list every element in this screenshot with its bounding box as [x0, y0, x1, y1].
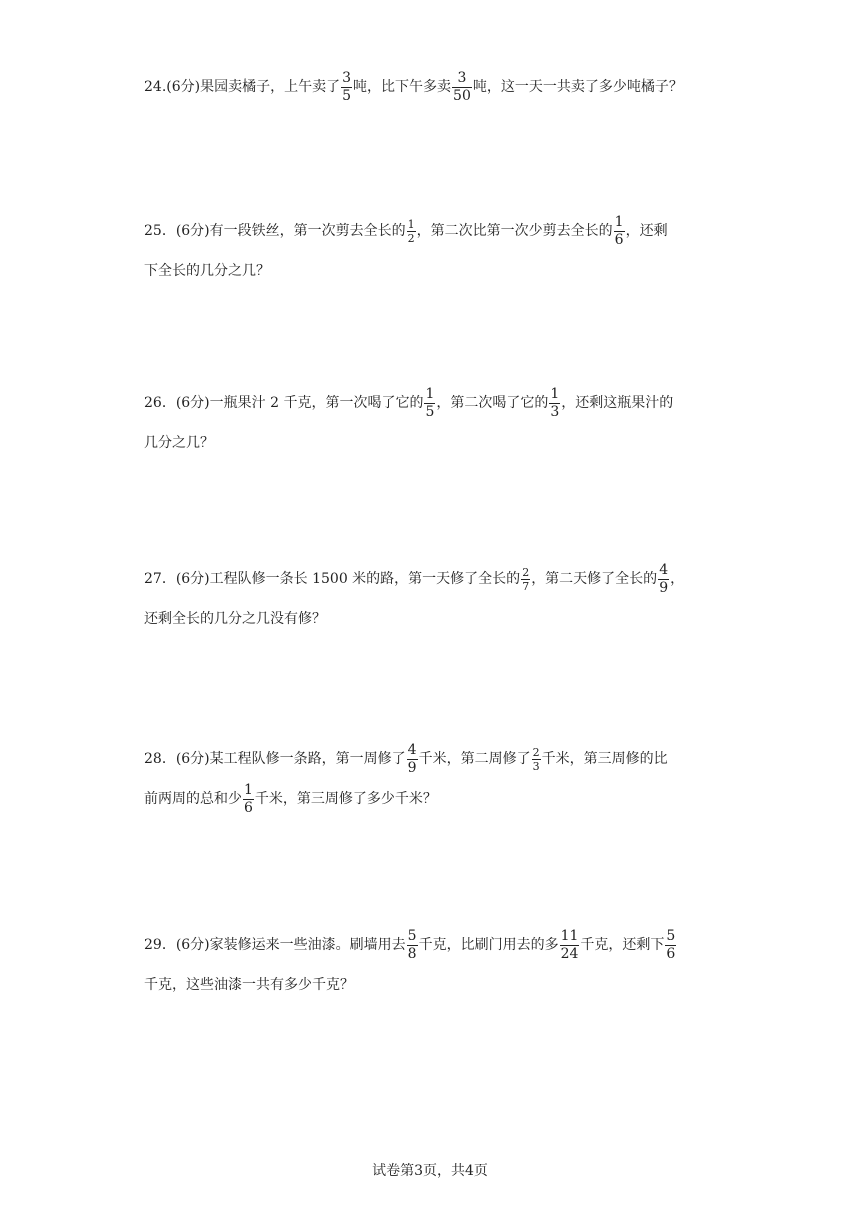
question-text: 前两周的总和少	[144, 791, 242, 807]
fraction-numerator: 1	[425, 385, 435, 402]
question-text: 吨，这一天一共卖了多少吨橘子？	[472, 79, 683, 95]
fraction-numerator: 3	[342, 69, 352, 86]
question-line	[144, 596, 326, 642]
fraction-numerator: 3	[457, 69, 467, 86]
fraction	[243, 782, 254, 817]
fraction-numerator: 11	[560, 927, 579, 944]
fraction	[560, 928, 580, 963]
fraction-numerator: 1	[550, 385, 560, 402]
fraction	[452, 70, 472, 105]
question-line	[144, 380, 673, 426]
fraction-numerator: 2	[522, 565, 530, 579]
question-text: 千克，这些油漆一共有多少千克？	[144, 977, 354, 993]
fraction-numerator: 1	[407, 217, 415, 231]
fraction	[665, 928, 676, 963]
question-text: ，第二天修了全长的	[531, 571, 658, 587]
question-line	[144, 64, 683, 110]
fraction	[407, 742, 418, 777]
fraction-denominator: 8	[407, 945, 417, 962]
question-text: 千米，第二周修了	[418, 751, 531, 767]
question-text: 还剩全长的几分之几没有修？	[144, 611, 326, 627]
fraction-denominator: 6	[666, 945, 676, 962]
question-text: 28．(6分)某工程队修一条路，第一周修了	[144, 751, 406, 767]
fraction-numerator: 1	[614, 213, 624, 230]
fraction-denominator: 50	[453, 87, 471, 104]
fraction-denominator: 3	[532, 759, 540, 773]
question-line	[144, 420, 214, 466]
question-text: 千米，第三周修了多少千米？	[254, 791, 437, 807]
fraction	[407, 218, 416, 245]
fraction-numerator: 5	[666, 927, 676, 944]
fraction	[549, 386, 560, 421]
fraction-numerator: 5	[407, 927, 417, 944]
page-footer: 试卷第3页，共4页	[372, 1163, 488, 1179]
question-line	[144, 776, 437, 822]
question-text: ，还剩这瓶果汁的	[561, 395, 674, 411]
fraction-denominator: 9	[407, 759, 417, 776]
fraction-denominator: 24	[560, 945, 579, 962]
question-text: ，第二次比第一次少剪去全长的	[416, 223, 613, 239]
fraction	[424, 386, 435, 421]
question-text: 千米，第三周修的比	[541, 751, 668, 767]
question-text: 27．(6分)工程队修一条长 1500 米的路，第一天修了全长的	[144, 571, 521, 587]
question-text: 千克，比刷门用去的多	[418, 937, 559, 953]
question-text: 29．(6分)家装修运来一些油漆。刷墙用去	[144, 937, 406, 953]
question-line	[144, 962, 354, 1008]
fraction-denominator: 6	[614, 231, 624, 248]
question-text: 下全长的几分之几？	[144, 263, 270, 279]
fraction	[407, 928, 418, 963]
fraction-denominator: 7	[522, 579, 530, 593]
question-text: 千克，还剩下	[580, 937, 665, 953]
fraction-denominator: 3	[550, 403, 560, 420]
fraction	[532, 746, 541, 773]
question-text: 25．(6分)有一段铁丝，第一次剪去全长的	[144, 223, 406, 239]
fraction-denominator: 9	[659, 579, 669, 596]
question-text: ，	[670, 571, 685, 587]
fraction-numerator: 4	[407, 741, 417, 758]
fraction-numerator: 4	[659, 561, 669, 578]
fraction-denominator: 6	[244, 799, 253, 816]
question-text: 26．(6分)一瓶果汁 2 千克，第一次喝了它的	[144, 395, 424, 411]
fraction	[658, 562, 669, 597]
fraction-denominator: 5	[342, 87, 352, 104]
question-text: 24.(6分)果园卖橘子，上午卖了	[144, 79, 341, 95]
fraction-numerator: 2	[532, 745, 540, 759]
fraction-denominator: 5	[425, 403, 435, 420]
question-line	[144, 248, 270, 294]
question-text: 几分之几？	[144, 435, 214, 451]
fraction	[521, 566, 530, 593]
question-text: ，还剩	[625, 223, 668, 239]
question-text: 吨，比下午多卖	[353, 79, 452, 95]
fraction	[614, 214, 625, 249]
fraction-denominator: 2	[407, 231, 415, 245]
fraction-numerator: 1	[244, 781, 253, 798]
question-text: ，第二次喝了它的	[436, 395, 549, 411]
fraction	[341, 70, 352, 105]
